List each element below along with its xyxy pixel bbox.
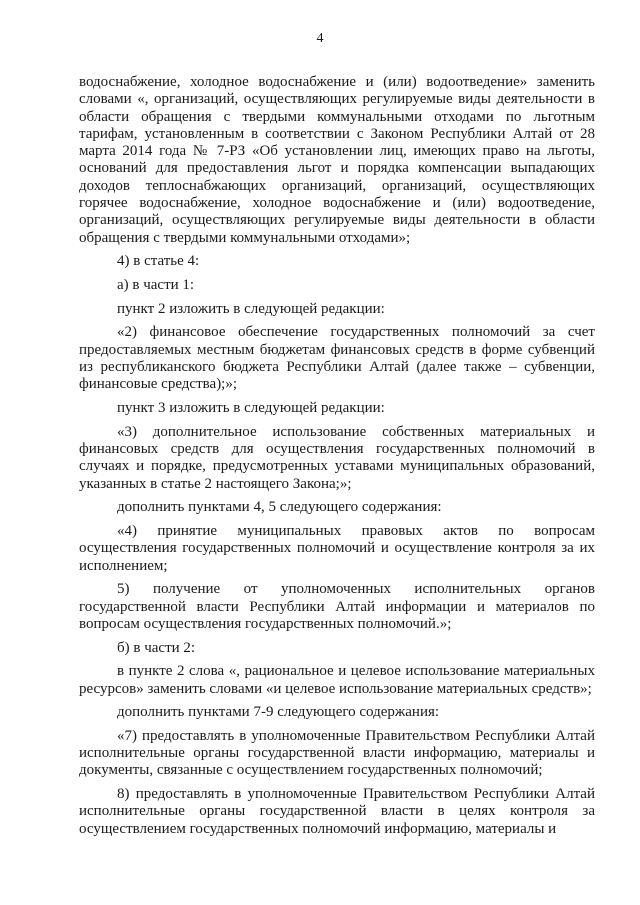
- paragraph-instruction: дополнить пунктами 7-9 следующего содержания:: [117, 704, 440, 721]
- paragraph-clause-8: 8) предоставлять в уполномоченные Правительством Республики Алтай исполнительные органы государственной власти в целях контроля за осуществлением государственных полномочий информацию, материалы и: [79, 786, 595, 837]
- paragraph-clause-2: «2) финансовое обеспечение государственных полномочий за счет предоставляемых местным бюджетам финансовых средств в форме субвенций из республиканского бюджета Республики Алтай (далее также – субвенции, финансовые средства);»;: [79, 324, 595, 393]
- paragraph-item-4: 4) в статье 4:: [117, 253, 200, 270]
- document-body: [79, 74, 595, 844]
- paragraph-amendment: в пункте 2 слова «, рациональное и целевое использование материальных ресурсов» заменить словами «и целевое использование материальных средств»;: [79, 663, 595, 697]
- page-number: 4: [316, 31, 324, 46]
- paragraph-clause-7: «7) предоставлять в уполномоченные Правительством Республики Алтай исполнительные органы государственной власти информацию, материалы и документы, связанные с осуществлением государственных полномочий;: [79, 727, 595, 779]
- paragraph-continuation: водоснабжение, холодное водоснабжение и (или) водоотведение» заменить словами «, организаций, осуществляющих регулируемые виды деятельности в области обращения с твердыми коммунальными отходами по льготным тарифам, установленным в соответствии с Законом Республики Алтай от 28 марта 2014 года № 7-РЗ «Об установлении лиц, имеющих право на льготы, оснований для предоставления льгот и порядка компенсации выпадающих доходов теплоснабжающих организаций, организаций, осуществляющих горячее водоснабжение, холодное водоснабжение и (или) водоотведение, организаций, осуществляющих регулируемые виды деятельности в области обращения с твердыми коммунальными отходами»;: [79, 74, 595, 246]
- paragraph-instruction: пункт 3 изложить в следующей редакции:: [117, 400, 385, 416]
- paragraph-clause-4: «4) принятие муниципальных правовых актов по вопросам осуществления государственных полномочий и осуществление контроля за их исполнением;: [79, 522, 595, 574]
- paragraph-subitem-a: а) в части 1:: [117, 277, 195, 294]
- paragraph-instruction: дополнить пунктами 4, 5 следующего содержания:: [117, 499, 442, 516]
- paragraph-instruction: пункт 2 изложить в следующей редакции:: [117, 300, 385, 317]
- paragraph-clause-3: «3) дополнительное использование собственных материальных и финансовых средств для осуществления государственных полномочий в случаях и порядке, предусмотренных уставами муниципальных образований, указанных в статье 2 настоящего Закона;»;: [79, 423, 595, 492]
- paragraph-subitem-b: б) в части 2:: [117, 639, 196, 656]
- paragraph-clause-5: 5) получение от уполномоченных исполнительных органов государственной власти Республики Алтай информации и материалов по вопросам осуществления государственных полномочий.»;: [79, 581, 595, 632]
